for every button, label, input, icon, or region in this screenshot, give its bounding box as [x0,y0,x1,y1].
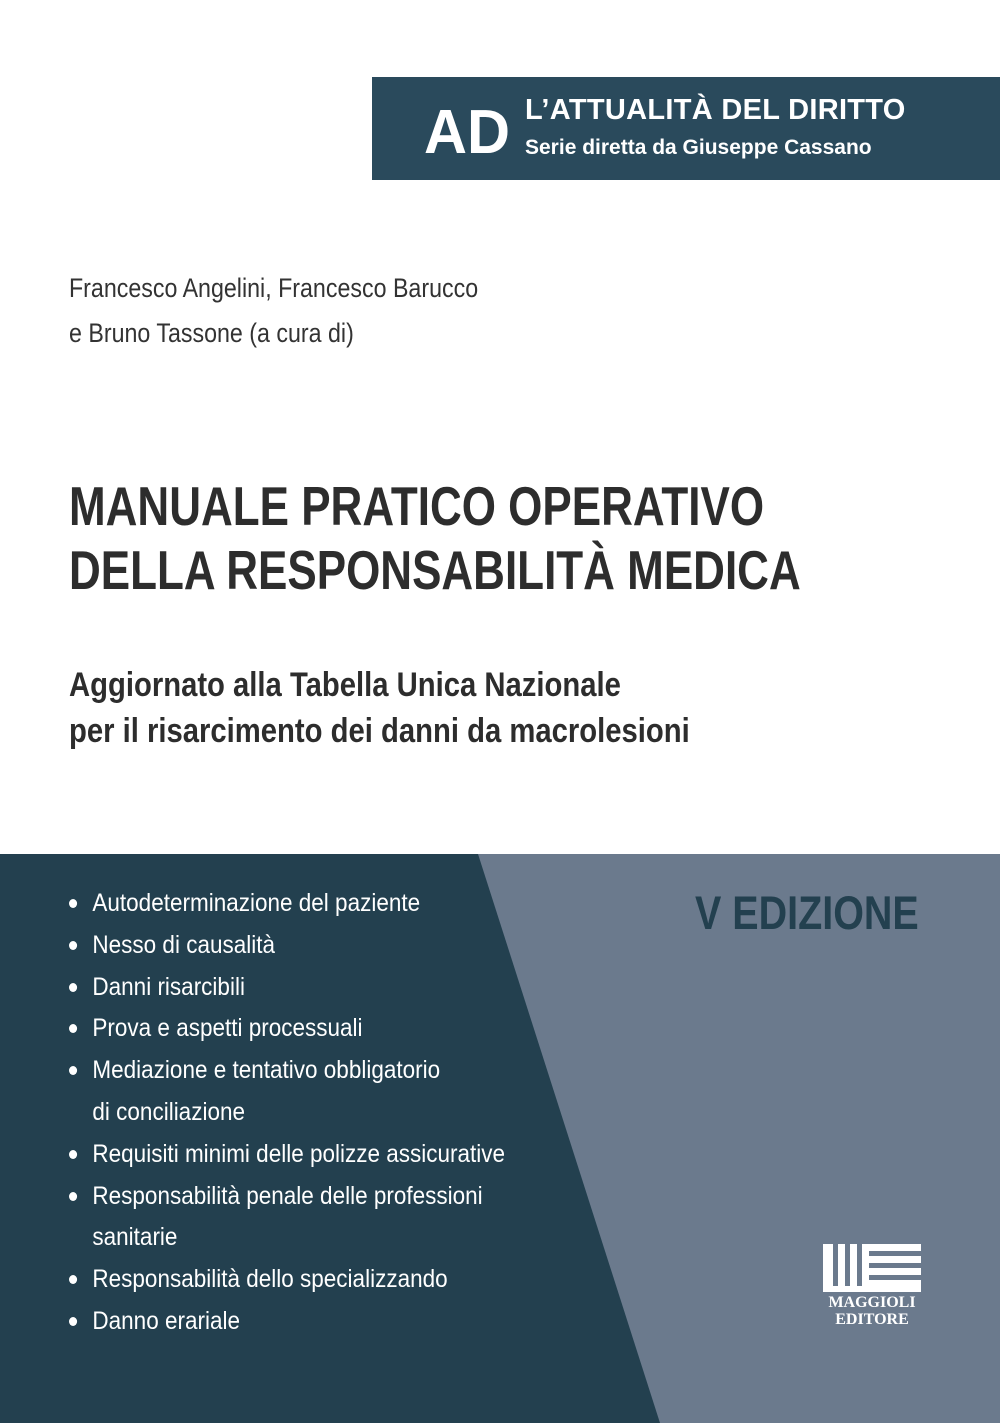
bullet-icon [69,1192,77,1201]
topics-list [69,883,505,1343]
book-subtitle-line-2: per il risarcimento dei danni da macrolesioni [69,712,690,750]
publisher-name-line-2: EDITORE [835,1311,909,1328]
bullet-icon [69,1066,77,1075]
series-logo-icon [424,95,514,165]
topic-item [69,883,505,925]
topic-text: Nesso di causalità [92,930,276,959]
series-title: L’ATTUALITÀ DEL DIRITTO [525,94,906,126]
topic-text: Danno erariale [92,1306,241,1335]
publisher-name-line-1: MAGGIOLI [828,1294,916,1311]
book-subtitle-line-1: Aggiornato alla Tabella Unica Nazionale [69,666,621,704]
authors [69,266,478,356]
topic-item [69,1301,505,1343]
topic-item [69,967,505,1009]
maggioli-logo-icon [823,1244,921,1292]
authors-line-2: e Bruno Tassone (a cura di) [69,318,354,348]
topic-item [69,1008,505,1050]
book-title [69,474,801,602]
publisher-name [820,1294,924,1328]
topic-item [69,925,505,967]
topic-text: di conciliazione [92,1097,245,1126]
topic-text: Requisiti minimi delle polizze assicurative [92,1139,506,1168]
topic-item [69,1176,505,1218]
topic-text: Mediazione e tentativo obbligatorio [92,1056,441,1085]
topic-text: Autodeterminazione del paziente [92,889,421,917]
topic-text: Danni risarcibili [92,972,245,1001]
book-title-line-1: MANUALE PRATICO OPERATIVO [69,475,765,537]
series-banner [372,77,1000,180]
bullet-icon [69,983,77,992]
topic-item [69,1134,505,1176]
topic-item [69,1259,505,1301]
bullet-icon [69,1275,77,1284]
bullet-icon [69,899,77,908]
bullet-icon [69,1150,77,1159]
book-subtitle [69,662,690,754]
topic-text: Prova e aspetti processuali [92,1014,363,1043]
topic-item-continuation [69,1092,505,1134]
edition-label: V EDIZIONE [695,886,919,939]
bullet-icon [69,1317,77,1326]
topic-text: Responsabilità dello specializzando [92,1265,448,1294]
topic-item [69,1050,505,1092]
svg-text:AD: AD [424,98,510,165]
book-title-line-2: DELLA RESPONSABILITÀ MEDICA [69,539,801,601]
authors-line-1: Francesco Angelini, Francesco Barucco [69,273,479,303]
topic-text: sanitarie [92,1223,178,1252]
topic-text: Responsabilità penale delle professioni [92,1181,483,1210]
bullet-icon [69,1024,77,1033]
series-subtitle: Serie diretta da Giuseppe Cassano [525,136,872,159]
topic-item-continuation [69,1217,505,1259]
publisher-logo [820,1244,924,1334]
bullet-icon [69,941,77,950]
